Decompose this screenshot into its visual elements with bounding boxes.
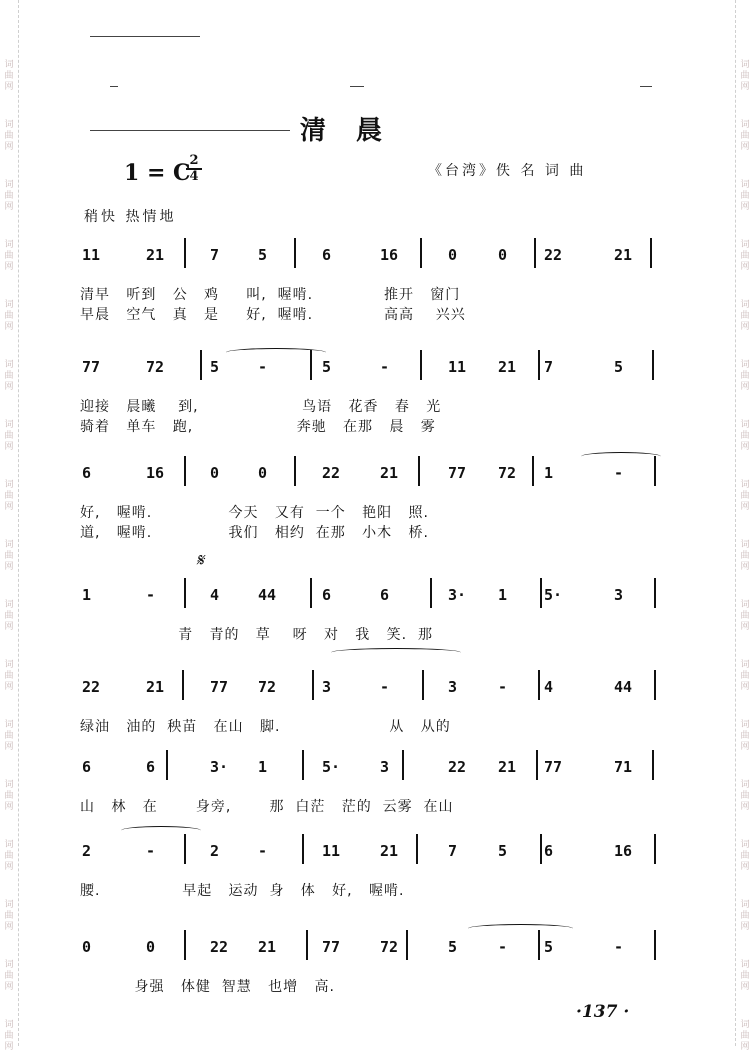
bar-line [184,456,186,486]
note-group: 22 [210,938,229,956]
notation-line [76,840,666,874]
note-group: - [614,938,624,956]
left-watermark-strip [0,0,19,1046]
bar-line [302,750,304,780]
note-group: 77 [544,758,563,776]
song-title: 清晨 [300,116,413,146]
note-group: 6 [544,842,554,860]
note-group: - [258,842,268,860]
scan-mark [90,36,200,37]
note-group: 22 [544,246,563,264]
note-group: 6 [380,586,390,604]
note-group: 1 [544,464,554,482]
watermark-right: 词 曲 网 [740,960,750,992]
lyric-line: 青 青的 草 呀 对 我 笑. 那 [80,627,434,643]
watermark-right: 词 曲 网 [740,180,750,212]
bar-line [536,750,538,780]
watermark-right: 词 曲 网 [740,660,750,692]
note-group: 0 [258,464,268,482]
note-group: 21 [380,464,399,482]
note-group: - [146,586,156,604]
lyric-line: 迎接 晨曦 到, 鸟语 花香 春 光 [80,399,442,415]
scan-mark [90,130,290,131]
lyric-line: 身强 体健 智慧 也增 高. [80,979,335,995]
note-group: 5 [614,358,624,376]
watermark-left: 词 曲 网 [4,900,14,932]
note-group: 77 [448,464,467,482]
scan-mark [110,86,118,87]
bar-line [540,834,542,864]
notation-line [76,356,666,390]
note-group: 5 [210,358,220,376]
segno-sign: 𝄋 [196,550,204,571]
credit-line: 《台湾》佚 名 词 曲 [428,163,587,179]
note-group: 0 [448,246,458,264]
bar-line [650,238,652,268]
watermark-right: 词 曲 网 [740,900,750,932]
scan-mark [640,86,652,87]
note-group: 21 [146,246,165,264]
note-group: 0 [210,464,220,482]
note-group: 7 [448,842,458,860]
note-group: 5 [498,842,508,860]
note-group: 6 [322,586,332,604]
slur [468,924,573,933]
watermark-right: 词 曲 网 [740,60,750,92]
note-group: 44 [614,678,633,696]
note-group: 21 [614,246,633,264]
note-group: 7 [210,246,220,264]
bar-line [540,578,542,608]
bar-line [654,930,656,960]
note-group: 7 [544,358,554,376]
note-group: 21 [380,842,399,860]
note-group: 21 [146,678,165,696]
watermark-left: 词 曲 网 [4,480,14,512]
note-group: 6 [322,246,332,264]
note-group: 11 [322,842,341,860]
note-group: - [380,678,390,696]
bar-line [538,670,540,700]
bar-line [422,670,424,700]
note-group: 3· [210,758,229,776]
note-group: - [258,358,268,376]
lyric-line: 道, 喔啃. 我们 相约 在那 小木 桥. [80,525,429,541]
note-group: 0 [498,246,508,264]
bar-line [532,456,534,486]
watermark-left: 词 曲 网 [4,60,14,92]
watermark-right: 词 曲 网 [740,600,750,632]
note-group: - [380,358,390,376]
bar-line [416,834,418,864]
bar-line [312,670,314,700]
bar-line [654,670,656,700]
watermark-left: 词 曲 网 [4,180,14,212]
note-group: 22 [82,678,101,696]
bar-line [294,238,296,268]
note-group: 22 [448,758,467,776]
bar-line [538,930,540,960]
note-group: - [146,842,156,860]
slur [331,648,461,657]
watermark-left: 词 曲 网 [4,1020,14,1052]
note-group: 16 [146,464,165,482]
time-signature [186,154,202,184]
note-group: 72 [258,678,277,696]
note-group: 3 [380,758,390,776]
note-group: 1 [498,586,508,604]
time-signature-bottom: 4 [189,169,199,184]
note-group: 21 [258,938,277,956]
bar-line [302,834,304,864]
watermark-left: 词 曲 网 [4,120,14,152]
bar-line [654,578,656,608]
bar-line [652,350,654,380]
note-group: 72 [498,464,517,482]
note-group: 4 [544,678,554,696]
bar-line [310,578,312,608]
note-group: 2 [82,842,92,860]
slur [226,348,326,357]
watermark-right: 词 曲 网 [740,420,750,452]
watermark-right: 词 曲 网 [740,480,750,512]
note-group: 3 [322,678,332,696]
bar-line [200,350,202,380]
watermark-right: 词 曲 网 [740,300,750,332]
notation-line [76,462,666,496]
watermark-right: 词 曲 网 [740,120,750,152]
bar-line [652,750,654,780]
key-signature: 1 = C [124,160,191,186]
note-group: 16 [614,842,633,860]
note-group: 77 [322,938,341,956]
note-group: 11 [448,358,467,376]
note-group: 5 [544,938,554,956]
watermark-left: 词 曲 网 [4,540,14,572]
bar-line [294,456,296,486]
note-group: 5· [544,586,563,604]
note-group: 3 [448,678,458,696]
note-group: 72 [380,938,399,956]
bar-line [182,670,184,700]
watermark-right: 词 曲 网 [740,720,750,752]
notation-line [76,936,666,970]
note-group: 16 [380,246,399,264]
watermark-left: 词 曲 网 [4,780,14,812]
note-group: - [498,938,508,956]
bar-line [166,750,168,780]
note-group: 0 [82,938,92,956]
bar-line [406,930,408,960]
time-signature-top: 2 [186,154,202,170]
bar-line [184,578,186,608]
bar-line [538,350,540,380]
note-group: 3· [448,586,467,604]
right-watermark-strip [735,0,754,1046]
watermark-left: 词 曲 网 [4,840,14,872]
watermark-right: 词 曲 网 [740,540,750,572]
watermark-left: 词 曲 网 [4,660,14,692]
note-group: 0 [146,938,156,956]
watermark-left: 词 曲 网 [4,360,14,392]
watermark-left: 词 曲 网 [4,720,14,752]
note-group: 1 [258,758,268,776]
note-group: 21 [498,758,517,776]
note-group: 77 [82,358,101,376]
note-group: 3 [614,586,624,604]
watermark-left: 词 曲 网 [4,300,14,332]
notation-line [76,676,666,710]
tempo-marking: 稍快 热情地 [84,209,177,225]
note-group: 1 [82,586,92,604]
bar-line [420,238,422,268]
lyric-line: 早晨 空气 真 是 好, 喔啃. 高高 兴兴 [80,307,466,323]
watermark-right: 词 曲 网 [740,240,750,272]
note-group: 5· [322,758,341,776]
bar-line [402,750,404,780]
watermark-left: 词 曲 网 [4,420,14,452]
watermark-left: 词 曲 网 [4,960,14,992]
bar-line [184,834,186,864]
bar-line [430,578,432,608]
note-group: 21 [498,358,517,376]
bar-line [420,350,422,380]
watermark-right: 词 曲 网 [740,1020,750,1052]
page-number: ·137 · [576,1002,630,1022]
lyric-line: 清早 听到 公 鸡 叫, 喔啃. 推开 窗门 [80,287,461,303]
note-group: - [498,678,508,696]
bar-line [654,834,656,864]
watermark-right: 词 曲 网 [740,840,750,872]
note-group: 11 [82,246,101,264]
note-group: 6 [82,758,92,776]
watermark-right: 词 曲 网 [740,780,750,812]
notation-line [76,756,666,790]
note-group: 5 [448,938,458,956]
lyric-line: 好, 喔啃. 今天 又有 一个 艳阳 照. [80,505,429,521]
note-group: - [614,464,624,482]
lyric-line: 腰. 早起 运动 身 体 好, 喔啃. [80,883,405,899]
bar-line [184,238,186,268]
watermark-left: 词 曲 网 [4,600,14,632]
lyric-line: 山 林 在 身旁, 那 白茫 茫的 云雾 在山 [80,799,454,815]
lyric-line: 骑着 单车 跑, 奔驰 在那 晨 雾 [80,419,436,435]
note-group: 77 [210,678,229,696]
slur [581,452,661,461]
notation-line [76,550,666,618]
note-group: 44 [258,586,277,604]
watermark-right: 词 曲 网 [740,360,750,392]
lyric-line: 绿油 油的 秧苗 在山 脚. 从 从的 [80,719,451,735]
note-group: 22 [322,464,341,482]
bar-line [306,930,308,960]
note-group: 71 [614,758,633,776]
note-group: 6 [82,464,92,482]
slur [121,826,201,835]
note-group: 5 [322,358,332,376]
note-group: 6 [146,758,156,776]
note-group: 5 [258,246,268,264]
notation-line [76,244,666,278]
bar-line [184,930,186,960]
watermark-left: 词 曲 网 [4,240,14,272]
bar-line [418,456,420,486]
bar-line [534,238,536,268]
note-group: 4 [210,586,220,604]
note-group: 72 [146,358,165,376]
scan-mark [350,86,364,87]
note-group: 2 [210,842,220,860]
